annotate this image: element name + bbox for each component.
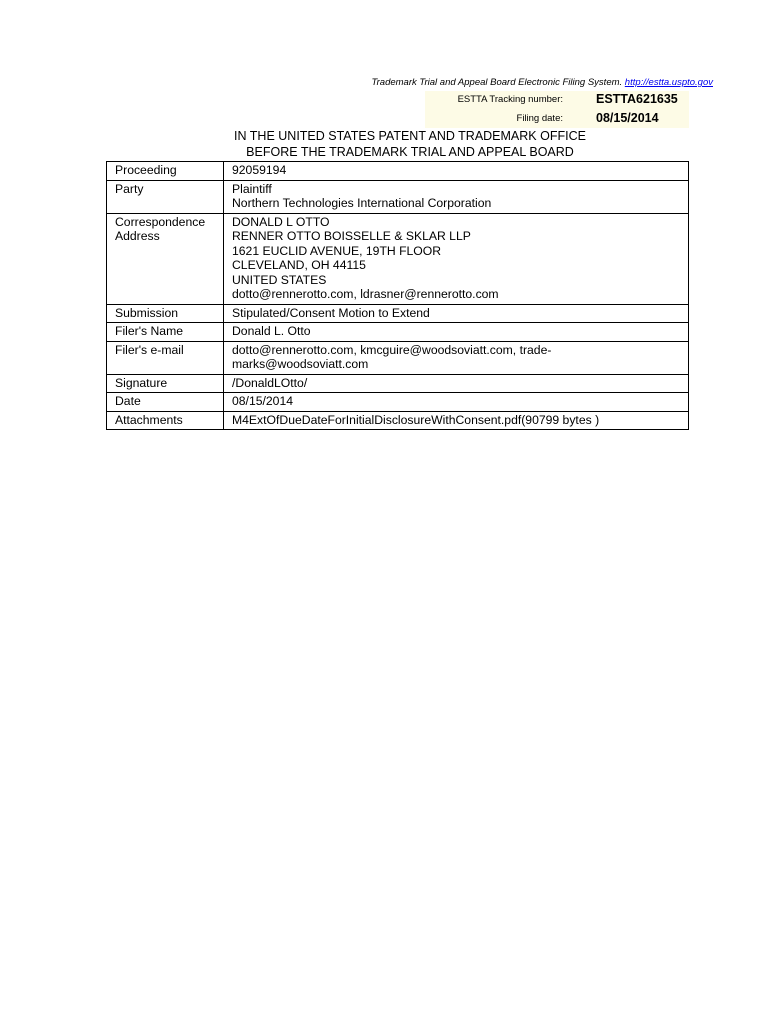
correspondence-line: RENNER OTTO BOISSELLE & SKLAR LLP bbox=[232, 229, 471, 243]
filer-email-label: Filer's e-mail bbox=[107, 341, 224, 374]
estta-link[interactable]: http://estta.uspto.gov bbox=[624, 77, 713, 88]
proceeding-label: Proceeding bbox=[107, 162, 224, 181]
filer-name-value: Donald L. Otto bbox=[224, 323, 689, 342]
correspondence-line: dotto@rennerotto.com, ldrasner@rennerotto.com bbox=[232, 287, 499, 301]
tracking-number-value: ESTTA621635 bbox=[596, 92, 678, 106]
filing-date-row bbox=[425, 110, 689, 128]
tracking-box bbox=[425, 91, 689, 128]
party-role: Plaintiff bbox=[232, 181, 272, 196]
party-label: Party bbox=[107, 180, 224, 213]
date-value: 08/15/2014 bbox=[224, 393, 689, 412]
filing-date-label: Filing date: bbox=[516, 113, 563, 124]
attachments-label: Attachments bbox=[107, 411, 224, 430]
correspondence-label-line1: Correspondence bbox=[115, 214, 206, 229]
signature-label: Signature bbox=[107, 374, 224, 393]
submission-value: Stipulated/Consent Motion to Extend bbox=[224, 304, 689, 323]
filer-email-line: dotto@rennerotto.com, kmcguire@woodsoviatt.com, trade- bbox=[232, 342, 552, 357]
table-row bbox=[107, 393, 689, 412]
table-row bbox=[107, 304, 689, 323]
correspondence-label-line2: Address bbox=[115, 229, 160, 243]
correspondence-value bbox=[224, 213, 689, 304]
filing-date-value: 08/15/2014 bbox=[596, 111, 659, 125]
table-row bbox=[107, 411, 689, 430]
table-row bbox=[107, 374, 689, 393]
document-title-line1: IN THE UNITED STATES PATENT AND TRADEMARK OFFICE bbox=[234, 129, 586, 143]
table-row bbox=[107, 180, 689, 213]
filer-email-line: marks@woodsoviatt.com bbox=[232, 357, 369, 371]
tracking-number-label: ESTTA Tracking number: bbox=[457, 94, 563, 105]
correspondence-label bbox=[107, 213, 224, 304]
proceeding-value: 92059194 bbox=[224, 162, 689, 181]
table-row bbox=[107, 213, 689, 304]
party-name: Northern Technologies International Corporation bbox=[232, 196, 492, 210]
table-row bbox=[107, 323, 689, 342]
party-value bbox=[224, 180, 689, 213]
document-title-line2: BEFORE THE TRADEMARK TRIAL AND APPEAL BOARD bbox=[246, 145, 574, 159]
submission-label: Submission bbox=[107, 304, 224, 323]
filing-info-table bbox=[106, 161, 689, 430]
attachments-value: M4ExtOfDueDateForInitialDisclosureWithConsent.pdf(90799 bytes ) bbox=[224, 411, 689, 430]
correspondence-line: UNITED STATES bbox=[232, 272, 327, 287]
correspondence-line: CLEVELAND, OH 44115 bbox=[232, 258, 366, 272]
tracking-number-row bbox=[425, 91, 689, 109]
table-row bbox=[107, 341, 689, 374]
table-row bbox=[107, 162, 689, 181]
filer-name-label: Filer's Name bbox=[107, 323, 224, 342]
date-label: Date bbox=[107, 393, 224, 412]
correspondence-line: DONALD L OTTO bbox=[232, 214, 330, 229]
system-header-text: Trademark Trial and Appeal Board Electronic Filing System. bbox=[371, 77, 623, 88]
system-header bbox=[372, 77, 713, 88]
signature-value: /DonaldLOtto/ bbox=[224, 374, 689, 393]
filer-email-value bbox=[224, 341, 689, 374]
correspondence-line: 1621 EUCLID AVENUE, 19TH FLOOR bbox=[232, 243, 442, 258]
